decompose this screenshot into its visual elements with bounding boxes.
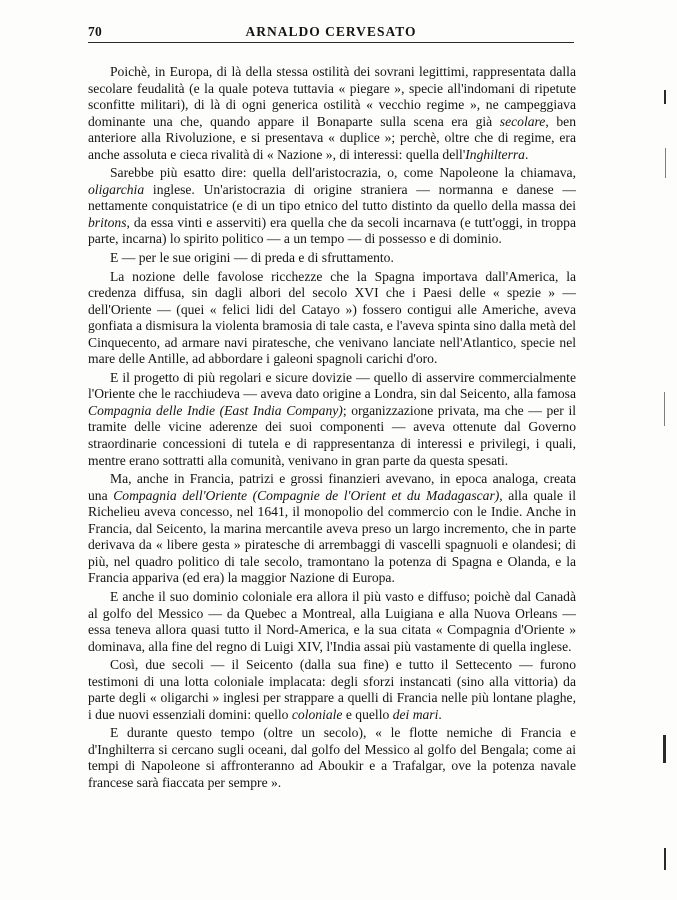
page-number: 70 — [88, 24, 103, 39]
paragraph — [88, 269, 576, 368]
text-run: Ma, anche in Francia, patrizi e grossi finanzieri avevano, in epoca analoga, creata una — [88, 471, 576, 503]
paragraph — [88, 165, 576, 248]
text-run: La nozione delle favolose ricchezze che la Spagna importava dall'America, la credenza diffusa, sin dagli albori del secolo XVI che i Paesi delle « spezie » — dell'Oriente — (quei « felici lidi del Catayo ») fossero contigui alle Americhe, aveva gonfiata a dismisura la violenta bramosia di tale casta, e l'aveva spinta sino dalla metà del Cinquecento, ad armare navi piratesche, che venivano lanciate nell'Atlantico, specie nel mare delle Antille, ad abbordare i galeoni spagnoli carichi d'oro. — [88, 268, 576, 367]
paragraph — [88, 370, 576, 469]
italic-run: Compagnia delle Indie (East India Company) — [88, 402, 343, 418]
paragraph — [88, 589, 576, 655]
running-head: ARNALDO CERVESATO — [245, 24, 417, 39]
italic-run: Compagnia dell'Oriente (Compagnie de l'Orient et du Madagascar) — [113, 487, 500, 503]
italic-run: coloniale — [291, 706, 343, 722]
italic-run: Inghilterra — [465, 146, 525, 162]
italic-run: britons — [88, 214, 127, 230]
text-run: inglese. Un'aristocrazia di origine straniera — normanna e danese — nettamente conquistatrice (e di un tipo etnico del tutto distinto da quello della massa dei — [88, 181, 576, 214]
text-run: E durante questo tempo (oltre un secolo), « le flotte nemiche di Francia e d'Inghilterra si cercano sugli oceani, dal golfo del Messico al golfo del Bengala; come ai tempi di Napoleone si affronteranno ad Aboukir e a Trafalgar, ove la potenza navale francese sarà fiaccata per sempre ». — [88, 725, 576, 790]
text-run: e quello — [342, 706, 393, 722]
italic-run: secolare — [499, 113, 546, 129]
text-run: , ben anteriore alla Rivoluzione, e si presentava « duplice »; perchè, oltre che di regime, era anche assoluta e cieca rivalità di « Nazione », di interessi: quella dell' — [88, 113, 576, 162]
scan-edge-mark — [664, 90, 666, 104]
italic-run: dei mari — [392, 706, 439, 722]
page-body — [88, 64, 576, 794]
text-run: Poichè, in Europa, di là della stessa ostilità dei sovrani legittimi, rappresentata dalla secolare feudalità (e la quale poteva tuttavia « piegare », specie all'indomani di ripetute sconfitte militari), di là di ogni generica ostilità « vecchio regime », ne campeggiava dominante una che, quando appare il Bonaparte sulla scena era già — [88, 64, 576, 129]
text-run: , alla quale il Richelieu aveva concesso, nel 1641, il monopolio del commercio con le Indie. Anche in Francia, dal Seicento, la marina mercantile aveva preso un largo incremento, che in parte derivava da « libere gesta » piratesche di arrembaggi di vascelli spagnuoli e olandesi; di più, nel quadro politico di tale secolo, tramontano la potenza di Spagna e Olanda, e la Francia appariva (ed era) la maggior Nazione di Europa. — [88, 487, 576, 586]
paragraph — [88, 657, 576, 723]
text-run: E il progetto di più regolari e sicure dovizie — quello di asservire commercialmente l'Oriente che le racchiudeva — aveva dato origine a Londra, sin dal Seicento, alla famosa — [88, 369, 576, 402]
paragraph — [88, 471, 576, 587]
scan-edge-mark — [663, 735, 666, 763]
paragraph — [88, 250, 576, 267]
text-run: E — per le sue origini — di preda e di sfruttamento. — [110, 250, 394, 266]
text-run: ; organizzazione privata, ma che — per il tramite delle vicine aderenze dei suoi componenti — aveva ottenute dal Governo straordinarie concessioni di tutela e di rappresentanza di interessi e privilegi, i quali, mentre erano sottratti alla comunità, venivano in gran parte da questa spesati. — [88, 402, 576, 468]
text-run: , da essa vinti e asserviti) era quella che da secoli incarnava (e tutt'oggi, in troppa parte, incarna) lo spirito politico — a un tempo — di possesso e di dominio. — [88, 214, 576, 247]
italic-run: oligarchia — [88, 181, 145, 197]
text-run: Sarebbe più esatto dire: quella dell'aristocrazia, o, come Napoleone la chiamava, — [110, 165, 576, 181]
text-run: . — [438, 706, 442, 722]
text-run: . — [524, 146, 529, 162]
scan-edge-mark — [665, 148, 666, 178]
text-run: Così, due secoli — il Seicento (dalla sua fine) e tutto il Settecento — furono testimoni di una lotta coloniale implacata: degli sforzi instancati (sino alla vittoria) da parte degli « oligarchi » inglesi per strappare a quelli di Francia nelle più lontane plaghe, i due nuovi essenziali domini: quello — [88, 657, 576, 722]
scan-edge-mark — [664, 848, 666, 870]
text-run: E anche il suo dominio coloniale era allora il più vasto e diffuso; poichè dal Canadà al golfo del Messico — da Quebec a Montreal, alla Luigiana e alla Nuova Orleans — essa teneva allora quasi tutto il Nord-America, e la sua citata « Compagnia d'Oriente » dominava, alla fine del regno di Luigi XIV, l'India assai più vastamente di quella inglese. — [88, 588, 576, 654]
scan-edge-mark — [664, 392, 665, 426]
paragraph — [88, 725, 576, 791]
paragraph — [88, 64, 576, 163]
page-header — [88, 22, 574, 43]
